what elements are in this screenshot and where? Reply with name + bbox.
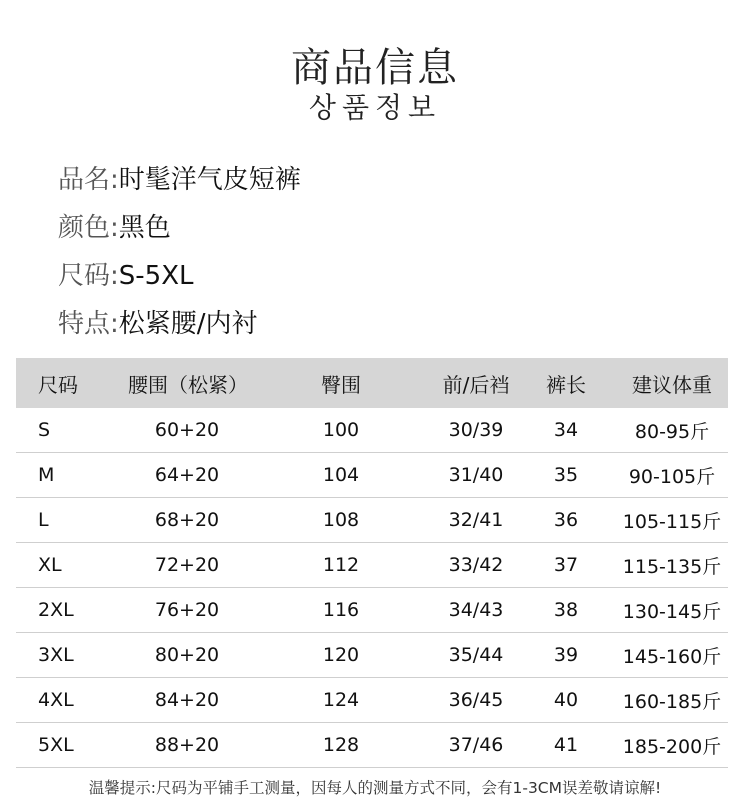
table-cell: 31/40 xyxy=(448,464,504,486)
table-cell: 84+20 xyxy=(154,689,220,711)
size-table xyxy=(16,358,728,768)
table-cell: 130-145斤 xyxy=(622,600,722,623)
table-cell: 116 xyxy=(322,599,360,621)
table-cell: 30/39 xyxy=(448,419,504,441)
table-cell: 124 xyxy=(322,689,360,711)
table-cell: 80-95斤 xyxy=(634,420,710,443)
measurement-note: 温馨提示:尺码为平铺手工测量，因每人的测量方式不同，会有1-3CM误差敬请谅解! xyxy=(88,779,662,797)
table-row xyxy=(16,408,728,453)
table-cell: 68+20 xyxy=(154,509,220,531)
table-cell: 37 xyxy=(553,554,579,576)
table-cell: 2XL xyxy=(38,599,74,621)
info-row-feature xyxy=(58,304,301,352)
table-cell: 104 xyxy=(322,464,360,486)
table-cell: 35 xyxy=(553,464,579,486)
header-cell: 裤长 xyxy=(546,372,586,397)
table-row xyxy=(16,633,728,678)
table-cell: 80+20 xyxy=(154,644,220,666)
header-cell: 前/后裆 xyxy=(442,372,510,397)
info-value: 时髦洋气皮短裤 xyxy=(118,165,301,195)
table-row xyxy=(16,498,728,543)
table-cell: 108 xyxy=(322,509,360,531)
table-cell: 39 xyxy=(553,644,579,666)
header-cell: 尺码 xyxy=(38,372,78,397)
info-label: 颜色: xyxy=(58,213,119,243)
table-cell: 120 xyxy=(322,644,360,666)
header-cell: 臀围 xyxy=(321,372,361,397)
page-subtitle: 상품정보 xyxy=(308,91,442,124)
table-cell: 34/43 xyxy=(448,599,504,621)
table-cell: L xyxy=(38,509,49,531)
table-cell: M xyxy=(38,464,55,486)
info-row-name xyxy=(58,160,301,208)
table-cell: 5XL xyxy=(38,734,74,756)
table-cell: 160-185斤 xyxy=(622,690,722,713)
table-cell: 88+20 xyxy=(154,734,220,756)
table-cell: 145-160斤 xyxy=(622,645,722,668)
header-cell: 建议体重 xyxy=(632,372,712,397)
table-cell: 3XL xyxy=(38,644,74,666)
table-cell: 37/46 xyxy=(448,734,504,756)
table-cell: 100 xyxy=(322,419,360,441)
table-cell: 36/45 xyxy=(448,689,504,711)
table-cell: 36 xyxy=(553,509,579,531)
info-value: S-5XL xyxy=(118,261,194,291)
table-cell: 185-200斤 xyxy=(622,735,722,758)
table-cell: 64+20 xyxy=(154,464,220,486)
table-cell: 72+20 xyxy=(154,554,220,576)
table-cell: 60+20 xyxy=(154,419,220,441)
table-cell: 90-105斤 xyxy=(628,465,716,488)
info-label: 品名: xyxy=(58,165,119,195)
table-cell: 32/41 xyxy=(448,509,504,531)
table-cell: 112 xyxy=(322,554,360,576)
info-row-size xyxy=(58,256,301,304)
table-cell: 115-135斤 xyxy=(622,555,722,578)
table-cell: 128 xyxy=(322,734,360,756)
table-cell: XL xyxy=(38,554,62,576)
table-cell: 76+20 xyxy=(154,599,220,621)
header-cell: 腰围（松紧） xyxy=(128,372,248,397)
page-title: 商品信息 xyxy=(291,45,459,91)
table-row xyxy=(16,588,728,633)
table-cell: 33/42 xyxy=(448,554,504,576)
info-label: 尺码: xyxy=(58,261,119,291)
table-cell: 40 xyxy=(553,689,579,711)
table-cell: 105-115斤 xyxy=(622,510,722,533)
table-row xyxy=(16,453,728,498)
size-table-header xyxy=(16,358,728,408)
table-cell: S xyxy=(38,419,51,441)
table-cell: 34 xyxy=(553,419,579,441)
table-cell: 41 xyxy=(553,734,579,756)
info-label: 特点: xyxy=(58,309,119,339)
info-value: 黑色 xyxy=(118,213,171,243)
info-row-color xyxy=(58,208,301,256)
table-cell: 38 xyxy=(553,599,579,621)
size-table-body xyxy=(16,408,728,768)
table-row xyxy=(16,723,728,768)
table-row xyxy=(16,543,728,588)
table-cell: 4XL xyxy=(38,689,74,711)
table-cell: 35/44 xyxy=(448,644,504,666)
table-row xyxy=(16,678,728,723)
product-info xyxy=(58,160,301,352)
info-value: 松紧腰/内衬 xyxy=(118,309,258,339)
